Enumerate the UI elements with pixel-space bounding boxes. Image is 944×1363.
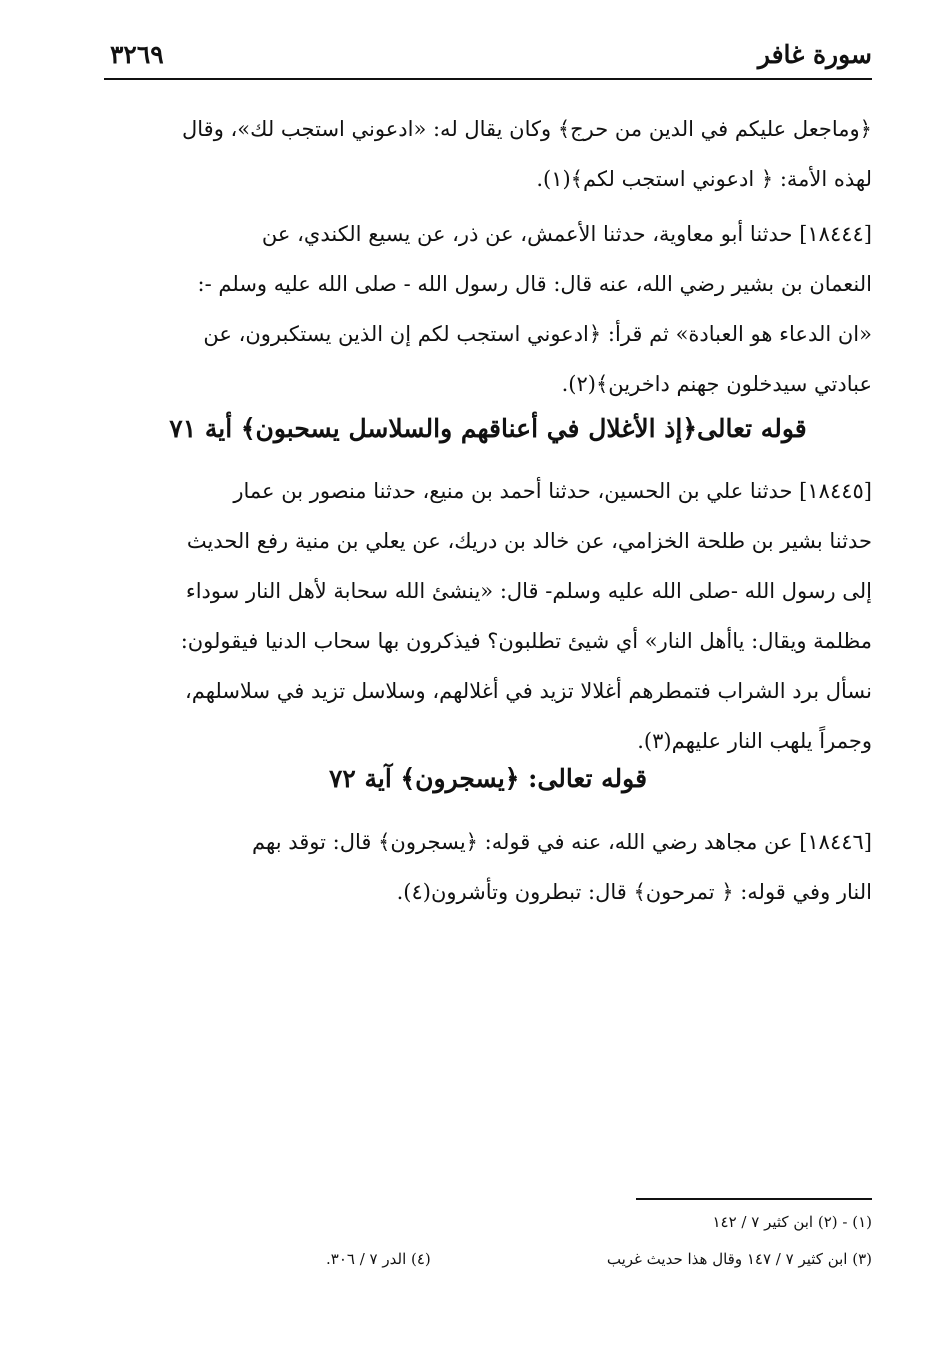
- text-line: النعمان بن بشير رضي الله، عنه قال: قال رسول الله - صلى الله عليه وسلم -:: [197, 272, 872, 296]
- surah-title: سورة غافر: [757, 40, 872, 69]
- paragraph-intro: [104, 104, 872, 204]
- text-line: [١٨٤٤٤] حدثنا أبو معاوية، حدثنا الأعمش، عن ذر، عن يسيع الكندي، عن: [261, 222, 872, 246]
- text-line: النار وفي قوله: ﴿ تمرحون﴾ قال: تبطرون وتأشرون(٤).: [396, 880, 872, 904]
- text-line: ﴿وماجعل عليكم في الدين من حرج﴾ وكان يقال له: «ادعوني استجب لك»، وقال: [182, 117, 872, 141]
- text-line: حدثنا بشير بن طلحة الخزامي، عن خالد بن دريك، عن يعلي بن منية رفع الحديث: [186, 529, 872, 553]
- text-line: مظلمة ويقال: ياأهل النار» أي شيئ تطلبون؟ فيذكرون بها سحاب الدنيا فيقولون:: [180, 629, 872, 653]
- text-line: لهذه الأمة: ﴿ ادعوني استجب لكم﴾(١).: [536, 167, 872, 191]
- text-line: إلى رسول الله -صلى الله عليه وسلم- قال: «ينشئ الله سحابة لأهل النار سوداء: [185, 579, 872, 603]
- text-line: [١٨٤٤٥] حدثنا علي بن الحسين، حدثنا أحمد بن منيع، حدثنا منصور بن عمار: [233, 479, 872, 503]
- footnote-1-2: (١) - (٢) ابن كثير ٧ / ١٤٢: [712, 1213, 872, 1231]
- header-rule: [104, 78, 872, 80]
- paragraph-hadith-18445: [104, 466, 872, 766]
- text-line: عبادتي سيدخلون جهنم داخرين﴾(٢).: [561, 372, 872, 396]
- section-heading-ayah-72: قوله تعالى: ﴿يسجرون﴾ آية ٧٢: [328, 764, 648, 793]
- paragraph-hadith-18446: [104, 817, 872, 917]
- footnote-4: (٤) الدر ٧ / ٣٠٦.: [326, 1250, 431, 1268]
- footnote-3: (٣) ابن كثير ٧ / ١٤٧ وقال هذا حديث غريب: [606, 1250, 872, 1268]
- text-line: [١٨٤٤٦] عن مجاهد رضي الله، عنه في قوله: ﴿يسجرون﴾ قال: توقد بهم: [252, 830, 872, 854]
- text-line: نسأل برد الشراب فتمطرهم أغلالا تزيد في أغلالهم، وسلاسل تزيد في سلاسلهم،: [184, 679, 872, 703]
- text-line: وجمراً يلهب النار عليهم(٣).: [637, 729, 872, 753]
- footnote-rule: [636, 1198, 872, 1200]
- paragraph-hadith-18444: [104, 209, 872, 409]
- section-heading-ayah-71: قوله تعالى﴿إذ الأغلال في أعناقهم والسلاسل يسحبون﴾ أية ٧١: [169, 414, 807, 443]
- text-line: «ان الدعاء هو العبادة» ثم قرأ: ﴿ادعوني استجب لكم إن الذين يستكبرون، عن: [203, 322, 872, 346]
- page-number: ٣٢٦٩: [110, 40, 164, 69]
